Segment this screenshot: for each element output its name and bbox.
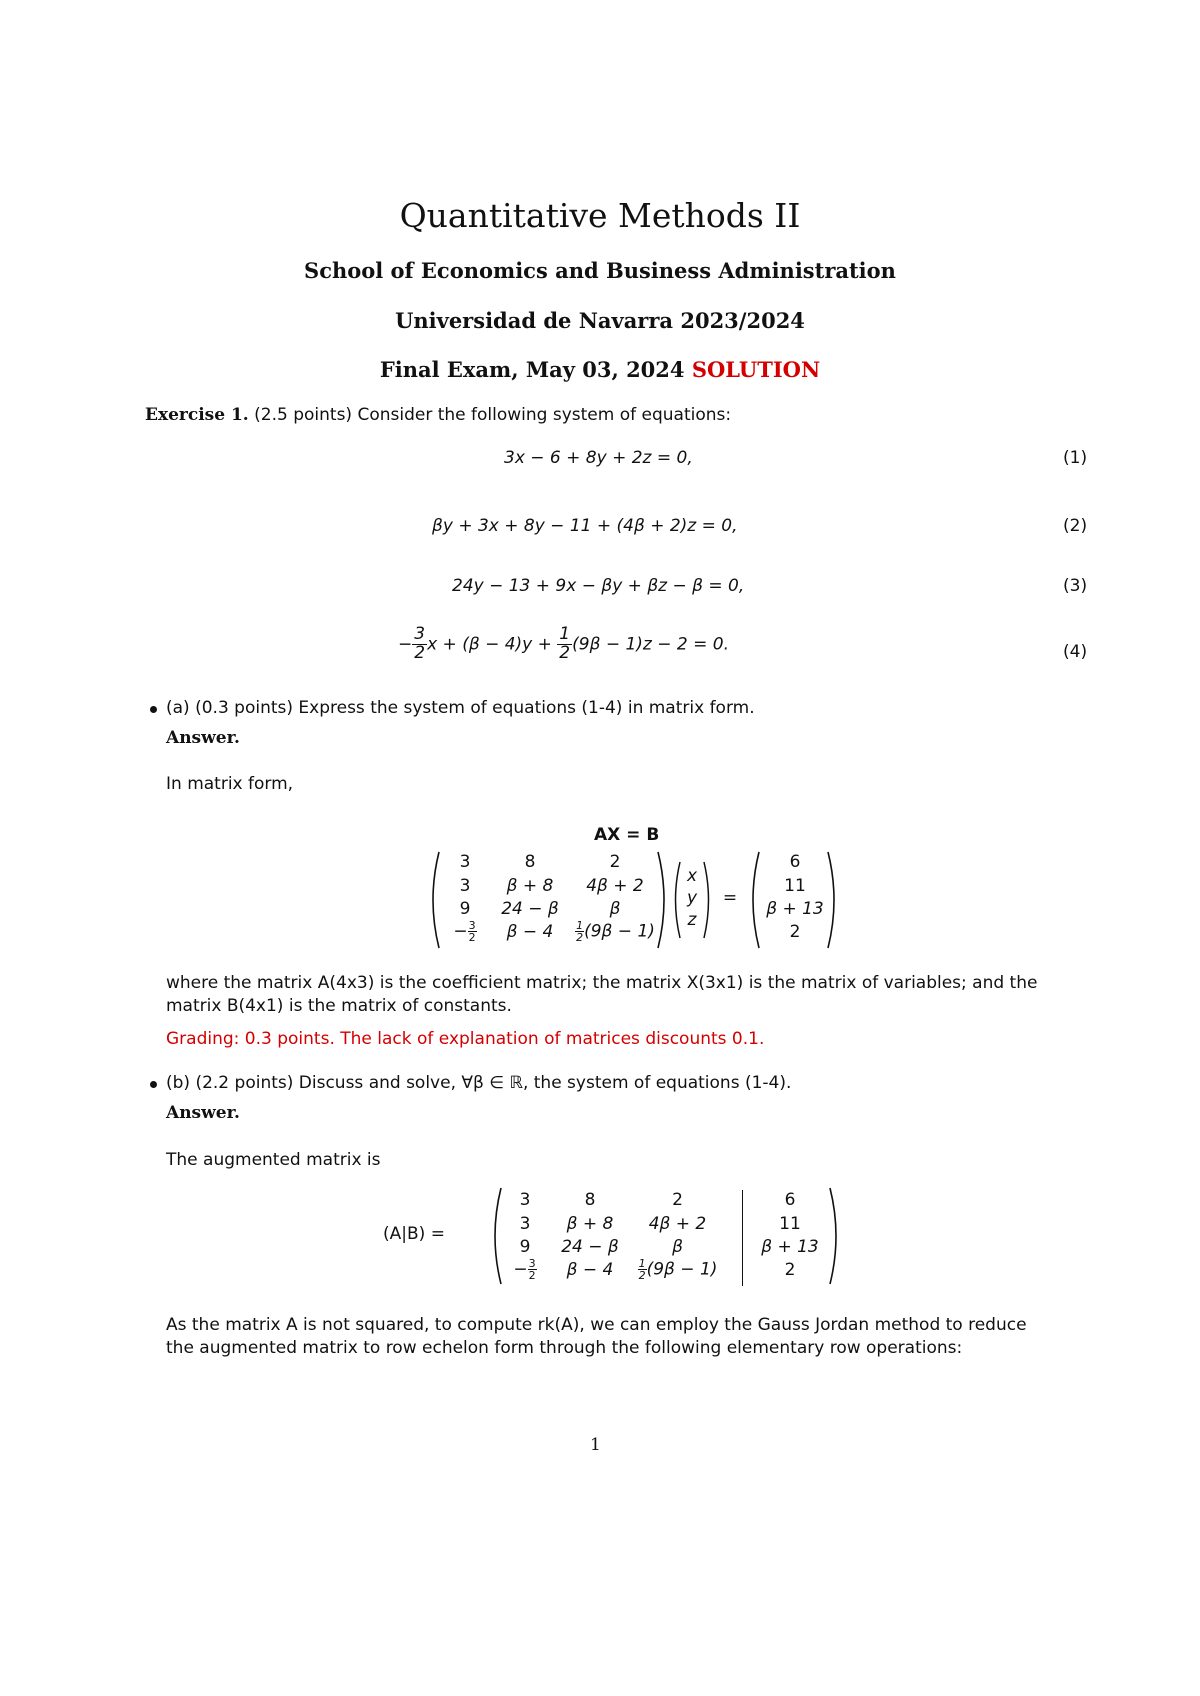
matrix-cell: 2 — [609, 852, 621, 872]
matrix-cell: 2 — [672, 1190, 683, 1210]
equals-sign: = — [722, 888, 738, 908]
fraction: $\frac{3}{2}$ — [414, 624, 426, 663]
matrix-cell: 24 − β — [561, 1237, 619, 1257]
matrix-cell: β — [672, 1237, 683, 1257]
matrix-cell: β — [609, 899, 621, 919]
grading-note: Grading: 0.3 points. The lack of explanation of matrices discounts 0.1. — [166, 1029, 765, 1049]
vector-cell: 11 — [784, 876, 806, 896]
exercise-text: (2.5 points) Consider the following system of equations: — [254, 405, 732, 425]
bullet-icon — [150, 1081, 157, 1088]
equation-2-number: (2) — [1063, 516, 1088, 536]
matrix-cell: 3 — [519, 1214, 531, 1234]
exercise-intro — [145, 403, 731, 427]
matrix-cell: − $\frac{3}{2}$ — [453, 919, 476, 944]
matrix-cell: $\frac{1}{2}$ (9β − 1) — [576, 919, 655, 944]
matrix-cell: 24 − β — [501, 899, 559, 919]
vector-cell: 6 — [789, 852, 801, 872]
part-a-answer-label: Answer. — [166, 728, 240, 748]
equation-3: 24y − 13 + 9x − βy + βz − β = 0, — [452, 576, 745, 596]
part-b-answer-label: Answer. — [166, 1103, 240, 1123]
matrix-explanation-line-2: matrix B(4x1) is the matrix of constants. — [166, 996, 512, 1016]
matrix-cell: 8 — [524, 852, 536, 872]
matrix-cell: β + 13 — [761, 1237, 819, 1257]
exam-heading — [0, 357, 1200, 382]
exercise-label: Exercise 1. — [145, 405, 249, 425]
matrix-cell: β + 8 — [566, 1214, 614, 1234]
left-paren-icon — [745, 850, 761, 950]
fraction: $\frac{1}{2}$ — [559, 624, 571, 663]
right-paren-icon — [702, 860, 714, 940]
exam-date: Final Exam, May 03, 2024 — [379, 357, 685, 382]
vector-cell: β + 13 — [766, 899, 824, 919]
matrix-cell: β − 4 — [506, 922, 554, 942]
equation-3-number: (3) — [1063, 576, 1088, 596]
vector-cell: z — [687, 910, 697, 930]
gauss-jordan-paragraph-line-1: As the matrix A is not squared, to compute rk(A), we can employ the Gauss Jordan method to reduce — [166, 1315, 1027, 1335]
matrix-explanation-line-1: where the matrix A(4x3) is the coefficient matrix; the matrix X(3x1) is the matrix of variables; and the — [166, 973, 1038, 993]
right-paren-icon — [826, 850, 842, 950]
page-number: 1 — [590, 1435, 601, 1455]
equation-2: βy + 3x + 8y − 11 + (4β + 2)z = 0, — [432, 516, 738, 536]
part-a-label: (a) (0.3 points) Express the system of equations (1-4) in matrix form. — [166, 698, 755, 718]
vector-cell: x — [686, 866, 698, 886]
equation-1-number: (1) — [1063, 448, 1088, 468]
matrix-cell: 3 — [459, 852, 471, 872]
matrix-cell: $\frac{1}{2}$ (9β − 1) — [638, 1257, 718, 1282]
equation-4-number: (4) — [1063, 642, 1088, 662]
left-paren-icon — [425, 850, 441, 950]
augmented-divider — [742, 1190, 743, 1286]
part-b-label: (b) (2.2 points) Discuss and solve, ∀β ∈ ℝ, the system of equations (1-4). — [166, 1073, 792, 1093]
solution-label: SOLUTION — [691, 357, 821, 382]
matrix-cell: 6 — [784, 1190, 796, 1210]
part-b-intro: The augmented matrix is — [166, 1150, 381, 1170]
right-paren-icon — [828, 1186, 844, 1286]
vector-cell: y — [686, 888, 698, 908]
matrix-cell: 8 — [584, 1190, 596, 1210]
matrix-cell: 11 — [779, 1214, 801, 1234]
gauss-jordan-paragraph-line-2: the augmented matrix to row echelon form through the following elementary row operations: — [166, 1338, 963, 1358]
matrix-cell: 4β + 2 — [648, 1214, 707, 1234]
matrix-cell: β + 8 — [506, 876, 554, 896]
document-title: Quantitative Methods II — [399, 196, 801, 235]
matrix-equation: AX = B — [594, 825, 660, 845]
matrix-cell: 3 — [459, 876, 471, 896]
university-name: Universidad de Navarra 2023/2024 — [395, 308, 805, 333]
matrix-cell: 2 — [784, 1260, 796, 1280]
matrix-cell: 3 — [519, 1190, 531, 1210]
equation-1: 3x − 6 + 8y + 2z = 0, — [504, 448, 693, 468]
augmented-matrix-label: (A|B) = — [383, 1224, 445, 1244]
matrix-cell: − $\frac{3}{2}$ — [513, 1257, 536, 1282]
matrix-cell: 4β + 2 — [586, 876, 644, 896]
equation-4: − $\frac{3}{2}$ x + (β − 4)y + $\frac{1}{2}$ (9β − 1)z − 2 = 0. — [398, 624, 729, 663]
vector-cell: 2 — [789, 922, 801, 942]
matrix-cell: 9 — [519, 1237, 531, 1257]
matrix-cell: 9 — [459, 899, 471, 919]
part-a-intro: In matrix form, — [166, 774, 294, 794]
bullet-icon — [150, 706, 157, 713]
matrix-cell: β − 4 — [566, 1260, 614, 1280]
school-name: School of Economics and Business Administration — [304, 258, 896, 283]
